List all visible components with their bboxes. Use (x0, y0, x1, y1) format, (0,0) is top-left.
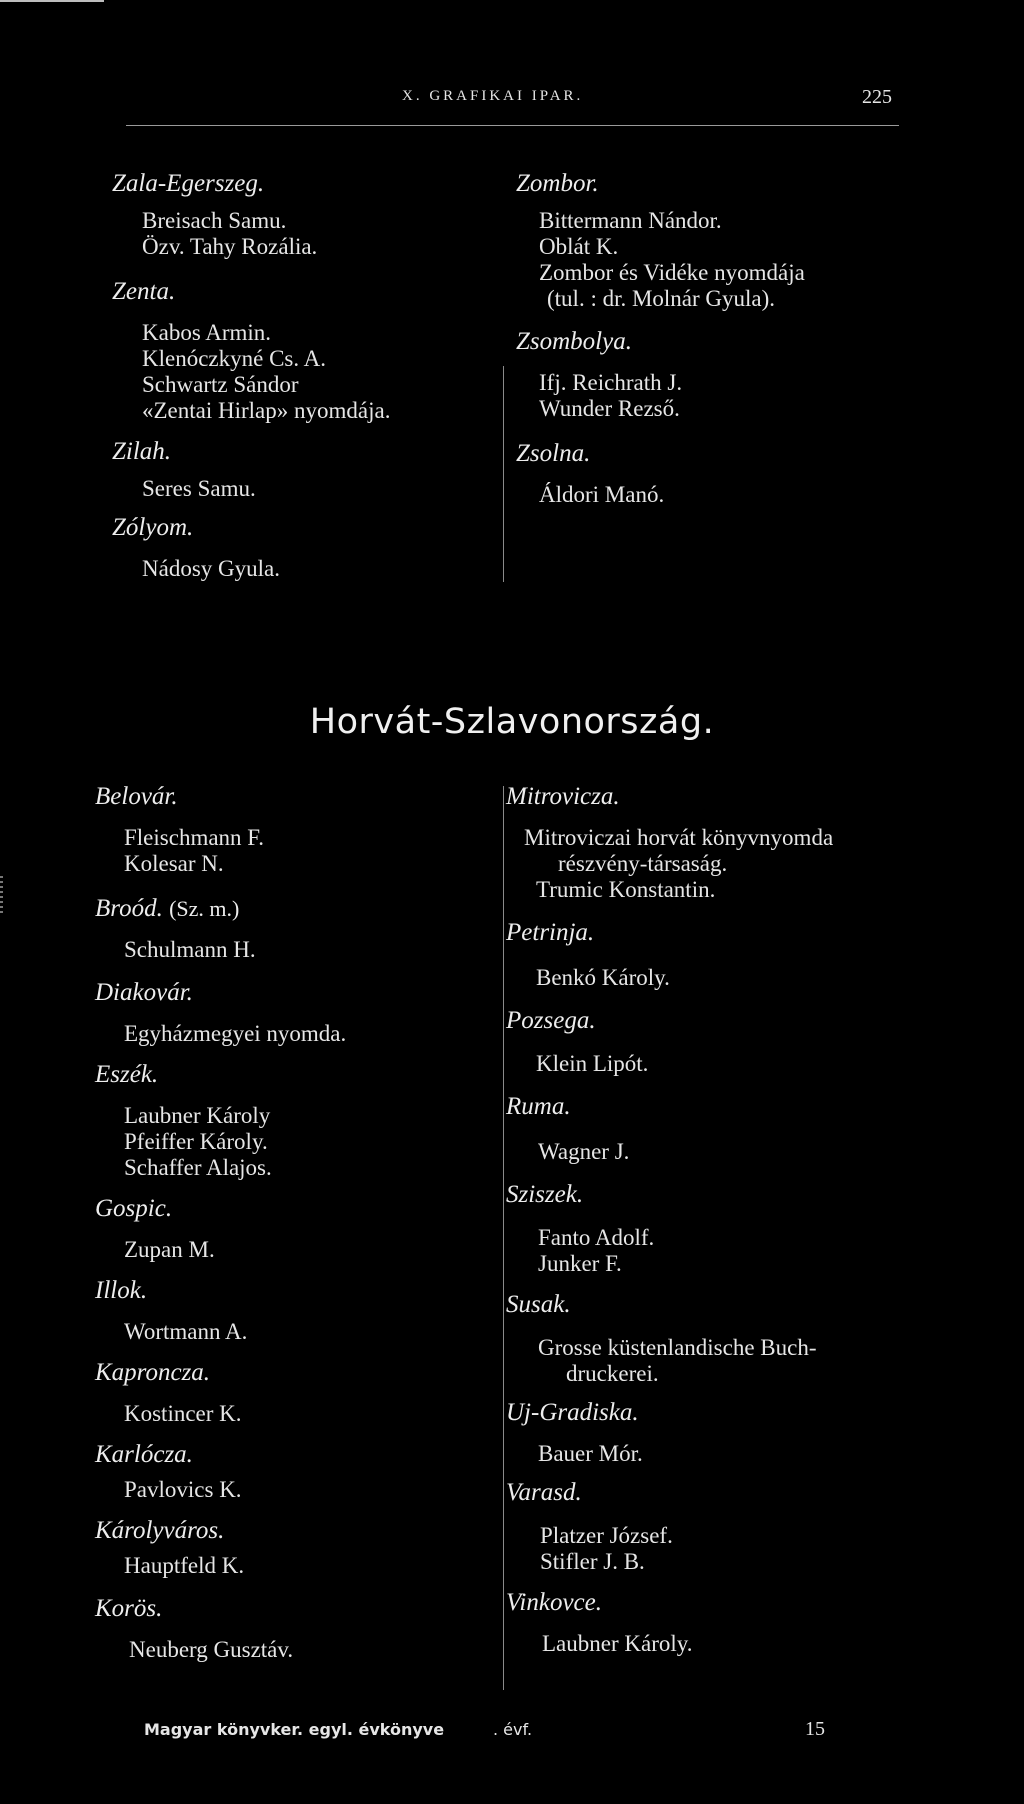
page-number: 225 (862, 86, 892, 108)
place-heading: Zenta. (112, 278, 176, 305)
list-item: Fleischmann F. (124, 825, 264, 850)
list-item: (tul. : dr. Molnár Gyula). (547, 286, 776, 311)
place-heading: Gospic. (95, 1195, 173, 1222)
edge-marks (0, 876, 3, 916)
list-item: Wortmann A. (124, 1319, 248, 1344)
column-divider (503, 786, 504, 1690)
list-item: Neuberg Gusztáv. (129, 1637, 294, 1662)
list-item: Klenóczkyné Cs. A. (142, 346, 326, 371)
place-name: Broód. (95, 895, 163, 922)
place-heading: Zsombolya. (516, 328, 632, 355)
list-item: Wagner J. (538, 1139, 630, 1164)
list-item: részvény-társaság. (558, 851, 728, 876)
top-right-column (509, 170, 805, 508)
place-heading (95, 895, 346, 923)
list-item: Klein Lipót. (536, 1051, 649, 1076)
list-item: Schulmann H. (124, 937, 256, 962)
footer-suffix: . évf. (493, 1720, 533, 1739)
place-heading: Zilah. (112, 438, 172, 465)
corner-mark (0, 0, 104, 2)
list-item: Zupan M. (124, 1237, 215, 1262)
place-heading: Karlócza. (95, 1441, 193, 1468)
list-item: Mitroviczai horvát könyvnyomda (524, 825, 834, 850)
place-suffix: (Sz. m.) (169, 896, 240, 921)
column-divider (503, 366, 504, 582)
place-heading: Károlyváros. (95, 1517, 225, 1544)
list-item: Trumic Konstantin. (536, 877, 716, 902)
list-item: Grosse küstenlandische Buch- (538, 1335, 817, 1360)
place-heading: Zombor. (516, 170, 599, 197)
list-item: Bittermann Nándor. (539, 208, 722, 233)
place-heading: Ruma. (506, 1093, 571, 1120)
place-heading: Mitrovicza. (506, 783, 620, 810)
list-item: druckerei. (566, 1361, 659, 1386)
footer-source: Magyar könyvker. egyl. évkönyve (144, 1720, 445, 1739)
top-left-column (112, 170, 390, 582)
list-item: Pavlovics K. (124, 1477, 242, 1502)
list-item: Breisach Samu. (142, 208, 287, 233)
place-heading: Diakovár. (95, 979, 193, 1006)
place-heading: Uj-Gradiska. (506, 1399, 639, 1426)
place-heading: Kapronczа. (95, 1359, 211, 1386)
list-item: Özv. Tahy Rozália. (142, 234, 318, 259)
list-item: Laubner Károly (124, 1103, 271, 1128)
place-heading: Illok. (95, 1277, 148, 1304)
list-item: Pfeiffer Károly. (124, 1129, 268, 1154)
list-item: «Zentai Hirlap» nyomdája. (142, 398, 391, 423)
place-heading: Vinkovce. (506, 1589, 602, 1616)
place-heading: Petrinja. (506, 919, 595, 946)
list-item: Schaffer Alajos. (124, 1155, 272, 1180)
list-item: Kostincer K. (124, 1401, 242, 1426)
list-item: Kabos Armin. (142, 320, 272, 345)
list-item: Nádosy Gyula. (142, 556, 280, 581)
place-heading: Korös. (95, 1595, 163, 1622)
list-item: Benkó Károly. (536, 965, 670, 990)
list-item: Seres Samu. (142, 476, 256, 501)
running-header (0, 88, 1024, 118)
place-heading: Susak. (506, 1291, 571, 1318)
bottom-right-column (506, 783, 833, 1657)
page-footer (0, 1720, 1024, 1750)
list-item: Fanto Adolf. (538, 1225, 655, 1250)
list-item: Kolesar N. (124, 851, 224, 876)
list-item: Platzer József. (540, 1523, 673, 1548)
list-item: Oblát K. (539, 234, 619, 259)
list-item: Laubner Károly. (542, 1631, 693, 1656)
place-heading: Zsolna. (516, 440, 591, 467)
list-item: Junker F. (538, 1251, 622, 1276)
place-heading: Zólyom. (112, 514, 194, 541)
place-heading: Pozsega. (506, 1007, 596, 1034)
list-item: Ifj. Reichrath J. (539, 370, 683, 395)
list-item: Hauptfeld K. (124, 1553, 245, 1578)
list-item: Wunder Rezső. (539, 396, 680, 421)
place-heading: Varasd. (506, 1479, 582, 1506)
place-heading: Sziszek. (506, 1181, 584, 1208)
place-heading: Zala-Egerszeg. (112, 170, 265, 197)
list-item: Schwartz Sándor (142, 372, 299, 397)
list-item: Áldori Manó. (539, 482, 665, 507)
section-heading: Horvát-Szlavonország. (309, 702, 715, 742)
bottom-left-column (95, 783, 346, 1663)
place-heading: Belovár. (95, 783, 178, 810)
list-item: Egyházmegyei nyomda. (124, 1021, 347, 1046)
place-heading: Eszék. (95, 1061, 159, 1088)
signature-mark: 15 (805, 1718, 825, 1740)
list-item: Stifler J. B. (540, 1549, 645, 1574)
section-label: X. GRAFIKAI IPAR. (402, 88, 584, 104)
list-item: Zombor és Vidéke nyomdája (539, 260, 805, 285)
header-rule (126, 125, 899, 126)
list-item: Bauer Mór. (538, 1441, 643, 1466)
